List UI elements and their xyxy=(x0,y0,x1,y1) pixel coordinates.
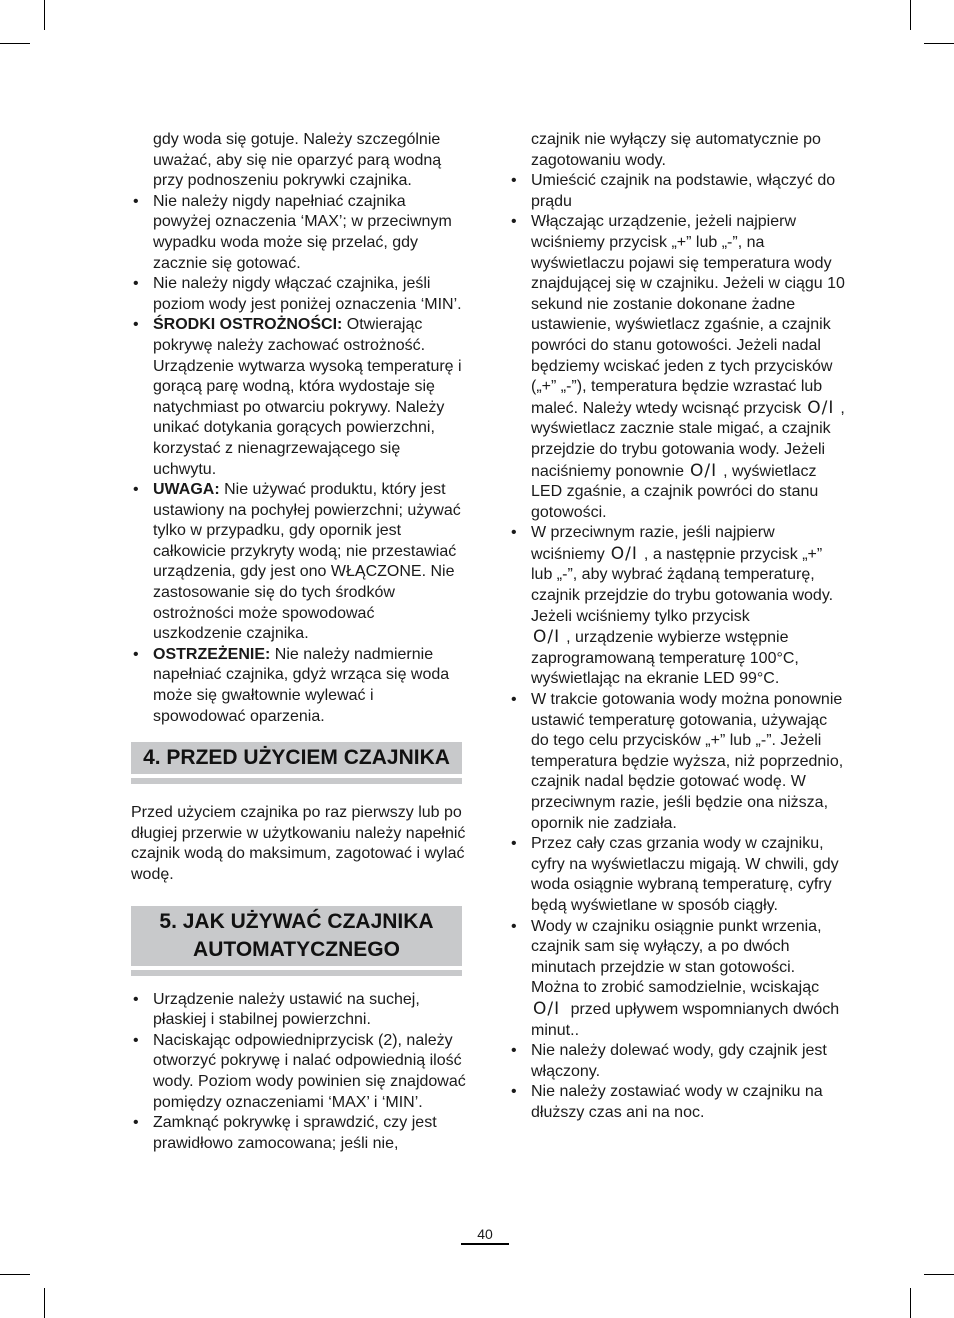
right-column xyxy=(509,130,845,1124)
list-item xyxy=(131,315,466,480)
list-item-text: Włączając urządzenie, jeżeli najpierw wciśniemy przycisk „+” lub „-”, na wyświetlaczu pojawi się temperatura wody znajdującej się w czajniku. Jeżeli w ciągu 10 sekund nie zostanie dokonane żadne ustawienie, wyświetlacz zgaśnie, a czajnik powróci do stanu gotowości. Jeżeli nadal będziemy wciskać jeden z tych przycisków („+” „-”), temperatura będzie wzrastać lub maleć. Należy wtedy wcisnąć przycisk xyxy=(531,213,845,417)
crop-mark xyxy=(44,1288,45,1318)
list-item xyxy=(509,523,845,690)
crop-mark xyxy=(924,43,954,44)
list-item-text: Nie należy nigdy włączać czajnika, jeśli poziom wody jest poniżej oznaczenia ‘MIN’. xyxy=(153,275,462,313)
crop-mark xyxy=(0,43,30,44)
power-button-icon: O/I xyxy=(610,543,638,564)
list-item-text: Otwierając pokrywę należy zachować ostrożność. Urządzenie wytwarza wysoką temperaturę i gorącą parę wodną, która wydostaje się natychmiast po otwarciu pokrywy. Należy unikać dotykania gorących powierzchni, korzystać z nienagrzewającego się uchwytu. xyxy=(153,316,462,478)
list-item: • Nie należy zostawiać wody w czajniku na dłuższy czas ani na noc. xyxy=(509,1082,845,1123)
section-title xyxy=(131,906,462,966)
list-item-text: Nie należy nigdy napełniać czajnika powyżej oznaczenia ‘MAX’; w przeciwnym wypadku woda może się przelać, gdy zacznie się gotować. xyxy=(153,192,452,272)
list-item-bold: OSTRZEŻENIE: xyxy=(153,645,271,663)
usage-list xyxy=(131,990,466,1155)
section-title: 4. PRZED UŻYCIEM CZAJNIKA xyxy=(131,742,462,774)
section-title-line: 5. JAK UŻYWAĆ CZAJNIKA xyxy=(159,909,434,933)
crop-mark xyxy=(910,1288,911,1318)
crop-mark xyxy=(0,1274,30,1275)
section-4-paragraph: Przed użyciem czajnika po raz pierwszy lub po długiej przerwie w użytkowaniu należy napełnić czajnik wodą do maksimum, zagotować i wylać wodę. xyxy=(131,804,466,883)
list-item xyxy=(131,192,466,274)
power-button-icon: O/I xyxy=(533,998,561,1019)
list-item-text: Nie należy nadmiernie napełniać czajnika, gdyż wrząca się woda może się gwałtownie wylewać i spowodować oparzenia. xyxy=(153,645,450,725)
list-item xyxy=(131,274,466,315)
list-item: • Przez cały czas grzania wody w czajniku, cyfry na wyświetlaczu migają. W chwili, gdy woda osiągnie wybraną temperaturę, cyfry będą wyświetlane w sposób ciągły. xyxy=(509,834,845,916)
list-item-text: , wyświetlacz LED zgaśnie, a czajnik powróci do stanu gotowości. xyxy=(531,462,819,521)
continuation-text: gdy woda się gotuje. Należy szczególnie uważać, aby się nie oparzyć parą wodną przy podnoszeniu pokrywki czajnika. xyxy=(153,131,442,190)
power-button-icon: O/I xyxy=(533,627,561,648)
list-item-text: Wody w czajniku osiągnie punkt wrzenia, czajnik sam się wyłączy, a po dwóch minutach przejdzie w stan gotowości. Można to zrobić samodzielnie, wciskając xyxy=(531,917,822,997)
list-item-text: , wyświetlacz zacznie stale migać, a czajnik przejdzie do trybu gotowania wody. Jeżeli naciśniemy ponownie xyxy=(531,399,845,480)
continuation-text: czajnik nie wyłączy się automatycznie po zagotowaniu wody. xyxy=(531,131,821,169)
crop-mark xyxy=(44,0,45,30)
left-column xyxy=(131,130,466,1154)
list-item: • Zamknąć pokrywkę i sprawdzić, czy jest prawidłowo zamocowana; jeśli nie, xyxy=(131,1113,466,1154)
list-item-text: , a następnie przycisk „+” lub „-”, aby wybrać żądaną temperaturę, czajnik przejdzie do trybu gotowania wody. Jeżeli wciśniemy tylko przycisk xyxy=(531,545,834,625)
list-item-text: przed upływem wspomnianych dwóch minut.. xyxy=(531,1000,840,1039)
list-item xyxy=(131,645,466,727)
list-item-bold: ŚRODKI OSTROŻNOŚCI: xyxy=(153,316,343,334)
section-heading-4 xyxy=(131,742,462,784)
list-item: • W trakcie gotowania wody można ponownie ustawić temperaturę gotowania, używając do tego celu przycisków „+” lub „-”. Jeżeli temperatura będzie wyższa, niż poprzednio, czajnik nadal będzie gotować wodę. W przeciwnym razie, jeśli będzie ona niższa, opornik nie zadziała. xyxy=(509,690,845,834)
power-button-icon: O/I xyxy=(807,397,835,418)
list-item-text: W przeciwnym razie, jeśli najpierw wciśniemy xyxy=(531,524,775,563)
list-item xyxy=(509,212,845,523)
list-item xyxy=(131,480,466,645)
page-number: 40 xyxy=(461,1226,509,1245)
power-button-icon: O/I xyxy=(689,460,718,481)
list-item: • Nie należy dolewać wody, gdy czajnik jest włączony. xyxy=(509,1041,845,1082)
crop-mark xyxy=(910,0,911,30)
list-item: • Umieścić czajnik na podstawie, włączyć do prądu xyxy=(509,171,845,212)
list-item xyxy=(509,917,845,1042)
list-item: • Naciskając odpowiedniprzycisk (2), należy otworzyć pokrywę i nalać odpowiednią ilość wody. Poziom wody powinien się znajdować pomiędzy oznaczeniami ‘MAX’ i ‘MIN’. xyxy=(131,1031,466,1113)
list-item-bold: UWAGA: xyxy=(153,481,220,499)
list-item: • Urządzenie należy ustawić na suchej, płaskiej i stabilnej powierzchni. xyxy=(131,990,466,1031)
list-item-text: , urządzenie wybierze wstępnie zaprogramowaną temperaturę 100°C, wyświetlając na ekranie LED 99°C. xyxy=(531,629,799,688)
instructions-list xyxy=(509,171,845,1123)
list-item-text: Nie używać produktu, który jest ustawiony na pochyłej powierzchni; używać tylko w przypadku, gdy opornik jest całkowicie przykryty wodą; nie przestawiać urządzenia, gdy jest ono WŁĄCZONE. Nie zastosowanie się do tych środków ostrożności może spowodować uszkodzenie czajnika. xyxy=(153,481,461,643)
section-title-line: AUTOMATYCZNEGO xyxy=(193,937,400,961)
crop-mark xyxy=(924,1274,954,1275)
safety-list xyxy=(131,192,466,727)
section-heading-5 xyxy=(131,906,462,976)
